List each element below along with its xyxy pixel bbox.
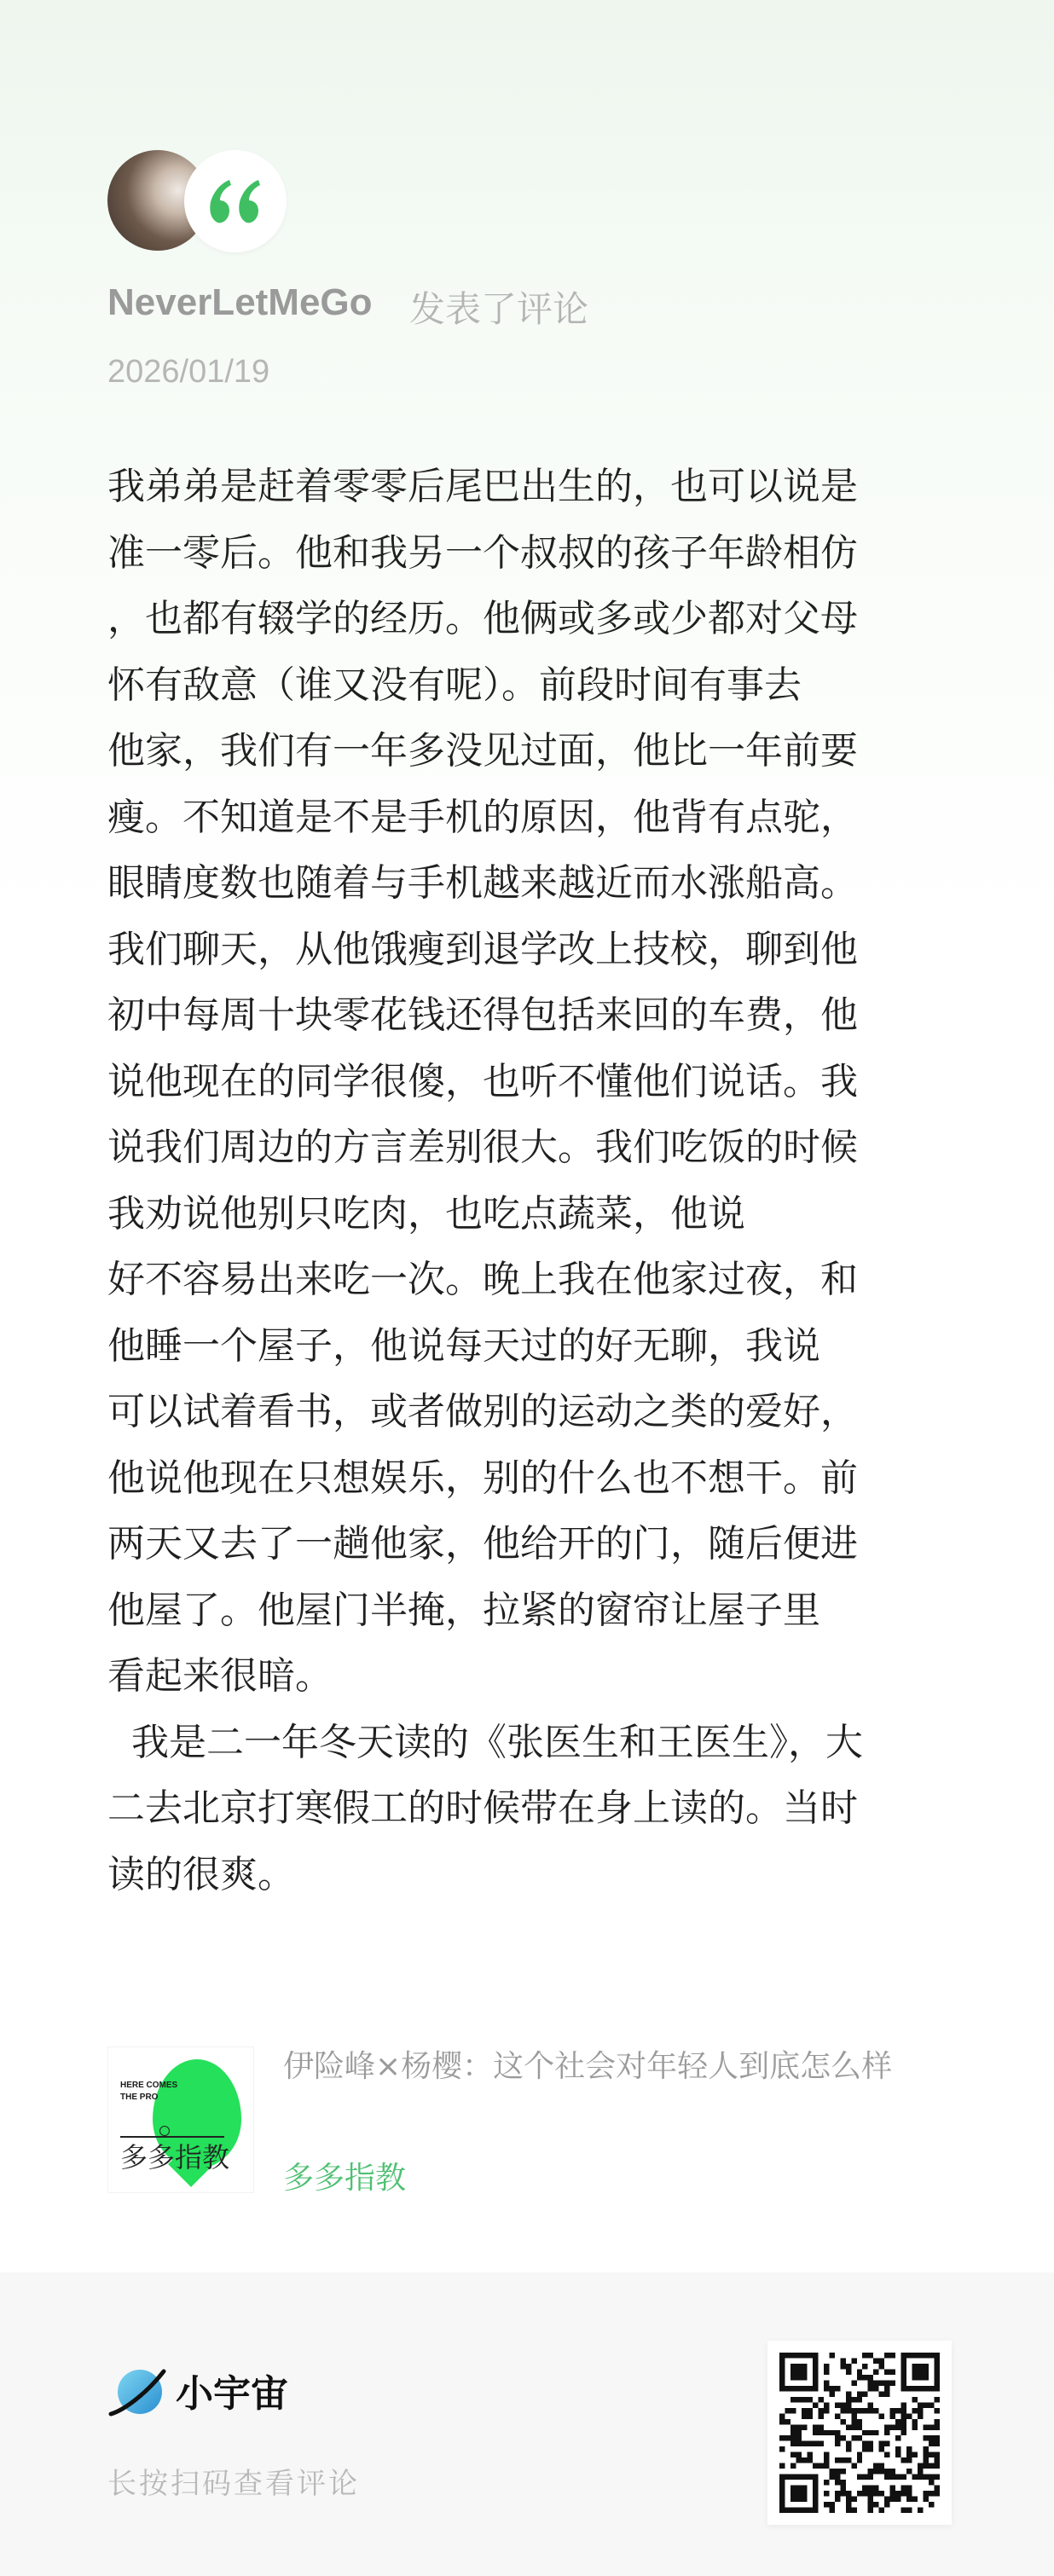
planet-logo-icon <box>107 2365 167 2424</box>
cover-small-text: HERE COMES THE PRO <box>120 2081 178 2102</box>
podcast-name[interactable]: 多多指教 <box>283 2161 407 2196</box>
comment-line: 怀有敌意（谁又没有呢）。前段时间有事去 <box>107 663 802 707</box>
quote-badge <box>184 150 287 252</box>
comment-line: 看起来很暗。 <box>107 1654 333 1698</box>
cover-ring <box>159 2126 170 2136</box>
comment-line: 说我们周边的方言差别很大。我们吃饭的时候 <box>107 1126 858 1169</box>
episode-cover <box>107 2046 254 2193</box>
comment-line: 两天又去了一趟他家，他给开的门，随后便进 <box>107 1522 858 1566</box>
app-name: 小宇宙 <box>176 2372 288 2416</box>
comment-line: 他屋了。他屋门半掩，拉紧的窗帘让屋子里 <box>107 1588 820 1632</box>
comment-line: 我劝说他别只吃肉，也吃点蔬菜，他说 <box>107 1191 745 1236</box>
comment-line: 眼睛度数也随着与手机越来越近而水涨船高。 <box>107 861 858 905</box>
footer <box>0 2272 1054 2576</box>
comment-line: 准一零后。他和我另一个叔叔的孩子年龄相仿 <box>107 530 858 575</box>
comment-line: 二去北京打寒假工的时候带在身上读的。当时 <box>107 1786 858 1830</box>
comment-line: 他睡一个屋子，他说每天过的好无聊，我说 <box>107 1323 820 1368</box>
episode-title[interactable]: 伊险峰×杨樱：这个社会对年轻人到底怎么样 <box>283 2049 893 2084</box>
cover-title: 多多指教 <box>120 2141 230 2174</box>
comment-line: 他说他现在只想娱乐，别的什么也不想干。前 <box>107 1456 858 1500</box>
comment-line: 我弟弟是赶着零零后尾巴出生的，也可以说是 <box>107 465 858 508</box>
comment-line: 初中每周十块零花钱还得包括来回的车费，他 <box>107 993 858 1037</box>
comment-line: 瘦。不知道是不是手机的原因，他背有点驼， <box>107 795 858 839</box>
username[interactable]: NeverLetMeGo <box>107 281 373 323</box>
comment-line: ，也都有辍学的经历。他俩或多或少都对父母 <box>107 597 858 640</box>
comment-line: 读的很爽。 <box>107 1852 295 1896</box>
comment-line: 他家，我们有一年多没见过面，他比一年前要 <box>107 729 858 773</box>
comment-line: 好不容易出来吃一次。晚上我在他家过夜，和 <box>107 1258 858 1301</box>
quote-icon <box>209 178 262 224</box>
comment-line: 我是二一年冬天读的《张医生和王医生》，大 <box>107 1720 863 1764</box>
episode-card[interactable] <box>107 2046 960 2200</box>
comment-body <box>107 454 960 1907</box>
action-text: 发表了评论 <box>409 288 589 330</box>
scan-hint: 长按扫码查看评论 <box>107 2467 360 2501</box>
comment-line: 说他现在的同学很傻，也听不懂他们说话。我 <box>107 1059 858 1103</box>
qr-code[interactable] <box>767 2341 952 2525</box>
comment-date: 2026/01/19 <box>107 354 270 390</box>
comment-line: 我们聊天，从他饿瘦到退学改上技校，聊到他 <box>107 927 858 971</box>
comment-line: 可以试着看书，或者做别的运动之类的爱好， <box>107 1390 858 1433</box>
